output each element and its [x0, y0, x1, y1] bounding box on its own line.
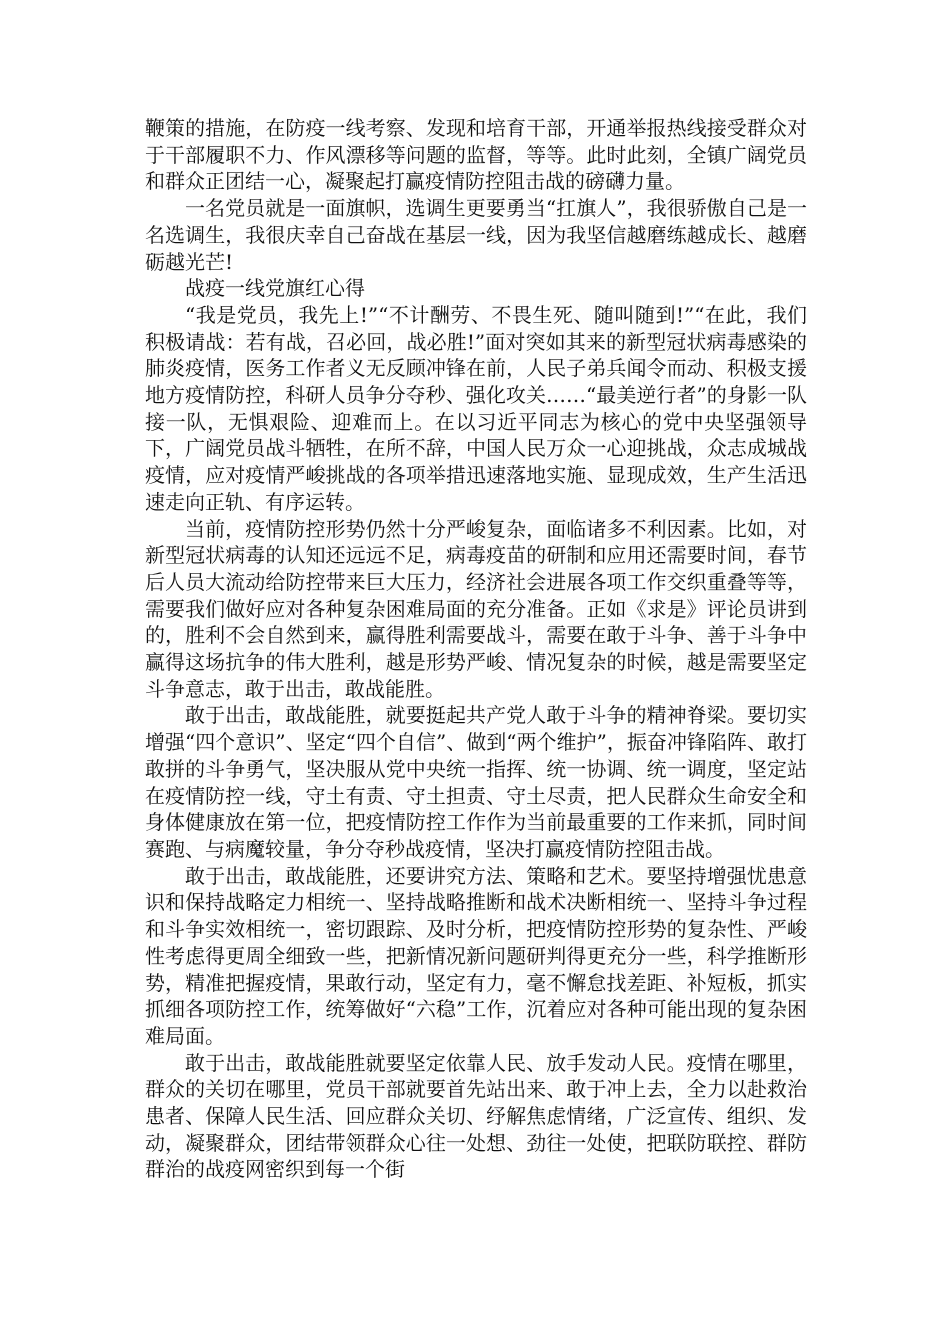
paragraph-spirit: 敢于出击，敢战能胜，就要挺起共产党人敢于斗争的精神脊梁。要切实增强“四个意识”、坚定“四个自信”、做到“两个维护”，振奋冲锋陷阵、敢打敢拼的斗争勇气，坚决服从党中央统一指挥、统一协调、统一调度，坚定站在疫情防控一线，守土有责、守土担责、守土尽责，把人民群众生命安全和身体健康放在第一位，把疫情防控工作作为当前最重要的工作来抓，同时间赛跑、与病魔较量，争分夺秒战疫情，坚决打赢疫情防控阻击战。	[145, 703, 807, 861]
paragraph-continued: 鞭策的措施，在防疫一线考察、发现和培育干部，开通举报热线接受群众对于干部履职不力、作风漂移等问题的监督，等等。此时此刻，全镇广阔党员和群众正团结一心，凝聚起打赢疫情防控阻击战的磅礴力量。	[145, 116, 807, 194]
document-page	[145, 115, 807, 1183]
paragraph-flag-bearer: 一名党员就是一面旗帜，选调生更要勇当“扛旗人”，我很骄傲自己是一名选调生，我很庆幸自己奋战在基层一线，因为我坚信越磨练越成长、越磨砺越光芒!	[145, 196, 807, 274]
paragraph-people: 敢于出击，敢战能胜就要坚定依靠人民、放手发动人民。疫情在哪里，群众的关切在哪里，党员干部就要首先站出来、敢于冲上去，全力以赴救治患者、保障人民生活、回应群众关切、纾解焦虑情绪，广泛宣传、组织、发动，凝聚群众，团结带领群众心往一处想、劲往一处使，把联防联控、群防群治的战疫网密织到每一个街	[145, 1050, 807, 1182]
section-heading: 战疫一线党旗红心得	[185, 276, 365, 301]
paragraph-intro: “我是党员，我先上!”“不计酬劳、不畏生死、随叫随到!”“在此，我们积极请战：若有战，召必回，战必胜!”面对突如其来的新型冠状病毒感染的肺炎疫情，医务工作者义无反顾冲锋在前，人民子弟兵闻令而动、积极支援地方疫情防控，科研人员争分夺秒、强化攻关……“最美逆行者”的身影一队接一队，无惧艰险、迎难而上。在以习近平同志为核心的党中央坚强领导下，广阔党员战斗牺牲，在所不辞，中国人民万众一心迎挑战，众志成城战疫情，应对疫情严峻挑战的各项举措迅速落地实施、显现成效，生产生活迅速走向正轨、有序运转。	[145, 302, 807, 514]
paragraph-current-situation: 当前，疫情防控形势仍然十分严峻复杂，面临诸多不利因素。比如，对新型冠状病毒的认知还远远不足，病毒疫苗的研制和应用还需要时间，春节后人员大流动给防控带来巨大压力，经济社会进展各项工作交织重叠等等，需要我们做好应对各种复杂困难局面的充分准备。正如《求是》评论员讲到的，胜利不会自然到来，赢得胜利需要战斗，需要在敢于斗争、善于斗争中赢得这场抗争的伟大胜利，越是形势严峻、情况复杂的时候，越是需要坚定斗争意志，敢于出击，敢战能胜。	[145, 516, 807, 701]
paragraph-method: 敢于出击，敢战能胜，还要讲究方法、策略和艺术。要坚持增强忧患意识和保持战略定力相统一、坚持战略推断和战术决断相统一、坚持斗争过程和斗争实效相统一，密切跟踪、及时分析，把疫情防控形势的复杂性、严峻性考虑得更周全细致一些，把新情况新问题研判得更充分一些，科学推断形势，精准把握疫情，果敢行动，坚定有力，毫不懈怠找差距、补短板，抓实抓细各项防控工作，统筹做好“六稳”工作，沉着应对各种可能出现的复杂困难局面。	[145, 863, 807, 1048]
